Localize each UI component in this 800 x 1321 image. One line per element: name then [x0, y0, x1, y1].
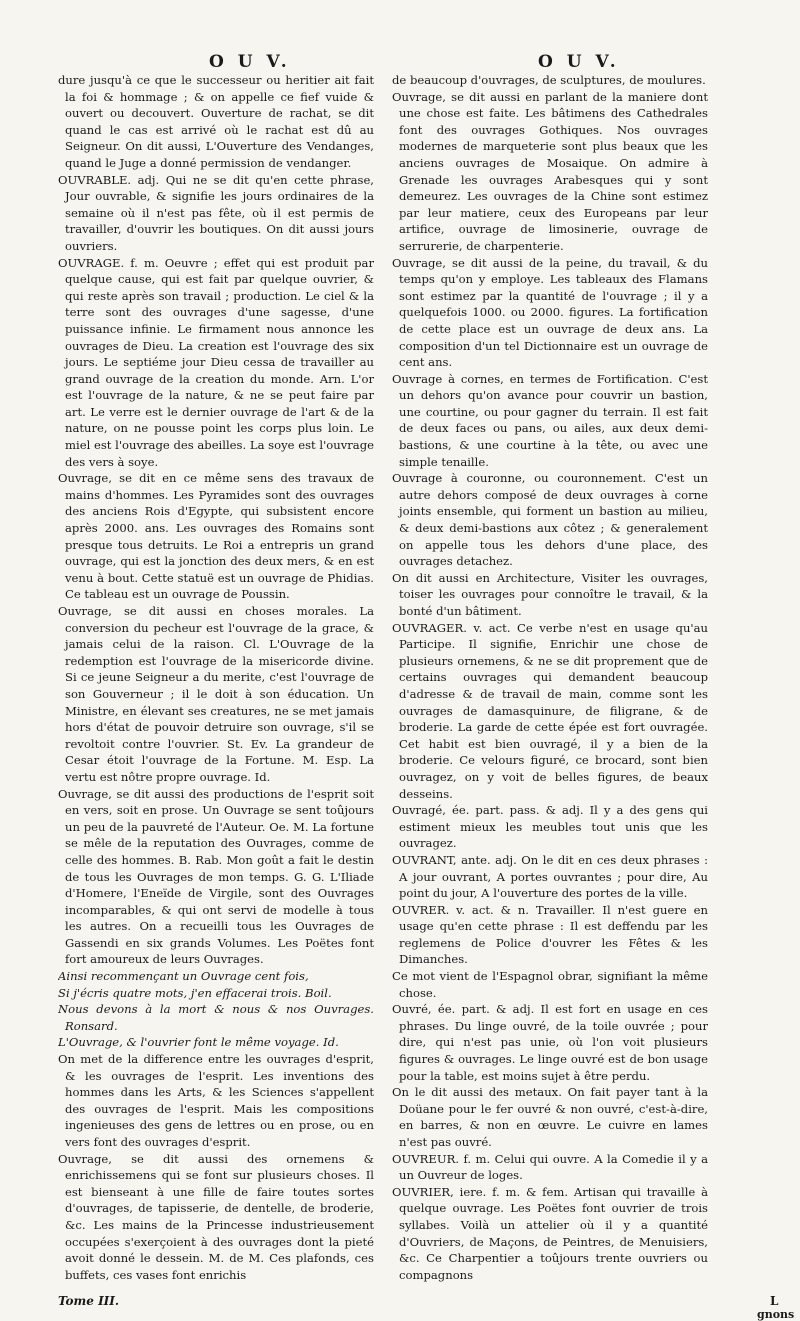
- entry-paragraph: On dit aussi en Architecture, Visiter les ouvrages, toiser les ouvrages pour connoître le travail, & la bonté d'un bâtiment.: [392, 570, 708, 618]
- entry-paragraph: OUVRAGER. v. act. Ce verbe n'est en usage qu'au Participe. Il signifie, Enrichir une chose de plusieurs ornemens, & ne se dit proprement que de certains ouvrages qui demandent beaucoup d'adresse & de travail de main, comme sont les ouvrages de damasquinure, de filigrane, & de broderie. La garde de cette épée est fort ouvragée. Cet habit est bien ouvragé, il y a bien de la broderie. Ce velours figuré, ce brocard, sont bien ouvragez, on y voit de belles figures, de beaux desseins.: [392, 620, 708, 801]
- entry-paragraph: de beaucoup d'ouvrages, de sculptures, de moulures.: [392, 73, 706, 87]
- running-head-right: O U V.: [538, 52, 620, 72]
- entry-paragraph: OUVRER. v. act. & n. Travailler. Il n'est guere en usage qu'en cette phrase : Il est deffendu par les reglemens de Police d'ouvrer les Fêtes & les Dimanches.: [392, 902, 708, 967]
- entry-paragraph: OUVRANT, ante. adj. On le dit en ces deux phrases : A jour ouvrant, A portes ouvrantes ; pour dire, Au point du jour, A l'ouverture des portes de la ville.: [392, 852, 708, 901]
- entry-paragraph: Ouvrage, se dit aussi des productions de l'esprit soit en vers, soit en prose. Un Ouvrage se sent toûjours un peu de la pauvreté de l'Auteur. Oe. M. La fortune se mêle de la reputation des Ouvrages, comme de celle des hommes. B. Rab. Mon goût a fait le destin de tous les Ouvrages de mon temps. G. G. L'Iliade d'Homere, l'Eneïde de Virgile, sont des Ouvrages incomparables, & qui ont servi de modelle à tous les autres. On a recueilli tous les Ouvrages de Gassendi en six grands Volumes. Les Poëtes font fort amoureux de leurs Ouvrages.: [58, 786, 374, 967]
- entry-paragraph: OUVRAGE. f. m. Oeuvre ; effet qui est produit par quelque cause, qui est fait par quelque ouvrier, & qui reste après son travail ; production. Le ciel & la terre sont des ouvrages d'une sagesse, d'une puissance infinie. Le firmament nous annonce les ouvrages de Dieu. La creation est l'ouvrage des six jours. Le septiéme jour Dieu cessa de travailler au grand ouvrage de la creation du monde. Arn. L'or est l'ouvrage de la nature, & ne se peut faire par art. Le verre est le dernier ouvrage de l'art & de la nature, on ne pousse point les corps plus loin. Le miel est l'ouvrage des abeilles. La soye est l'ouvrage des vers à soye.: [58, 255, 374, 469]
- entry-paragraph: Ouvragé, ée. part. pass. & adj. Il y a des gens qui estiment mieux les meubles tout unis que les ouvragez.: [392, 803, 708, 851]
- entry-paragraph: Ouvré, ée. part. & adj. Il est fort en usage en ces phrases. Du linge ouvré, de la toile ouvrée ; pour dire, qui n'est pas unie, où l'on voit plusieurs figures & ouvrages. Le linge ouvré est de bon usage pour la table, est moins sujet à être perdu.: [392, 1002, 708, 1083]
- entry-paragraph: Ouvrage, se dit aussi en parlant de la maniere dont une chose est faite. Les bâtimens des Cathedrales font des ouvrages Gothiques. Nos ouvrages modernes de marqueterie sont plus beaux que les anciens ouvrages de Mosaique. On admire à Grenade les ouvrages Arabesques qui y sont demeurez. Les ouvrages de la Chine sont estimez par leur matiere, ceux des Europeans par leur artifice, ouvrage de limosinerie, ouvrage de serrurerie, de charpenterie.: [392, 89, 708, 253]
- volume-signature: Tome III.: [58, 1294, 120, 1308]
- entry-paragraph: Ouvrage à cornes, en termes de Fortification. C'est un dehors qu'on avance pour couvrir un bastion, une courtine, ou pour gagner du terrain. Il est fait de deux faces ou pans, ou ailes, aux deux demi-bastions, & une courtine à la tête, ou avec une simple tenaille.: [392, 371, 708, 469]
- running-head-left: O U V.: [209, 52, 291, 72]
- right-column: [392, 72, 708, 1287]
- verse-line: Nous devons à la mort & nous & nos Ouvrages. Ronsard.: [58, 1002, 374, 1033]
- signature-mark: L: [770, 1294, 779, 1308]
- entry-paragraph: Ouvrage, se dit en ce même sens des travaux de mains d'hommes. Les Pyramides sont des ouvrages des anciens Rois d'Egypte, qui subsistent encore après 2000. ans. Les ouvrages des Romains sont presque tous detruits. Le Roi a entrepris un grand ouvrage, qui est la jonction des deux mers, & en est venu à bout. Cette statuë est un ouvrage de Phidias. Ce tableau est un ouvrage de Poussin.: [58, 471, 374, 602]
- entry-paragraph: Ouvrage, se dit aussi de la peine, du travail, & du temps qu'on y employe. Les tableaux des Flamans sont estimez par la quantité de l'ouvrage ; il y a quelquefois 1000. ou 2000. figures. La fortification de cette place est un ouvrage de deux ans. La composition d'un tel Dictionnaire est un ouvrage de cent ans.: [392, 255, 708, 370]
- entry-paragraph: On met de la difference entre les ouvrages d'esprit, & les ouvrages de l'esprit. Les inventions des hommes dans les Arts, & les Sciences s'appellent des ouvrages de l'esprit. Mais les compositions ingenieuses des gens de lettres ou en prose, ou en vers font des ouvrages d'esprit.: [58, 1052, 374, 1149]
- entry-paragraph: OUVRIER, iere. f. m. & fem. Artisan qui travaille à quelque ouvrage. Les Poëtes font ouvrier de trois syllabes. Voilà un attelier où il y a quantité d'Ouvriers, de Maçons, de Peintres, de Menuisiers, &c. Ce Charpentier a toûjours trente ouvriers ou compagnons: [392, 1184, 708, 1282]
- catchword: gnons: [757, 1308, 795, 1321]
- verse-line: L'Ouvrage, & l'ouvrier font le même voyage. Id.: [58, 1035, 339, 1050]
- left-column: [58, 72, 374, 1287]
- entry-paragraph: dure jusqu'à ce que le successeur ou heritier ait fait la foi & hommage ; & on appelle ce fief vuide & ouvert ou decouvert. Ouverture de rachat, se dit quand le cas est arrivé où le rachat est dû au Seigneur. On dit aussi, L'Ouverture des Vendanges, quand le Juge a donné permission de vendanger.: [58, 73, 374, 170]
- entry-paragraph: OUVRABLE. adj. Qui ne se dit qu'en cette phrase, Jour ouvrable, & signifie les jours ordinaires de la semaine où il n'est pas fête, où il est permis de travailler, d'ouvrir les boutiques. On dit aussi jours ouvriers.: [58, 172, 374, 253]
- entry-paragraph: Ouvrage, se dit aussi en choses morales. La conversion du pecheur est l'ouvrage de la grace, & jamais celui de la raison. Cl. L'Ouvrage de la redemption est l'ouvrage de la misericorde divine. Si ce jeune Seigneur a du merite, c'est l'ouvrage de son Gouverneur ; il le doit à son éducation. Un Ministre, en élevant ses creatures, ne se met jamais hors d'état de pouvoir detruire son ouvrage, s'il se revoltoit contre l'ouvrier. St. Ev. La grandeur de Cesar étoit l'ouvrage de la Fortune. M. Esp. La vertu est nôtre propre ouvrage. Id.: [58, 604, 374, 784]
- entry-paragraph: Ce mot vient de l'Espagnol obrar, signifiant la même chose.: [392, 969, 708, 1000]
- entry-paragraph: On le dit aussi des metaux. On fait payer tant à la Doüane pour le fer ouvré & non ouvré, c'est-à-dire, en barres, & non en œuvre. Le cuivre en lames n'est pas ouvré.: [392, 1085, 708, 1149]
- entry-paragraph: Ouvrage à couronne, ou couronnement. C'est un autre dehors composé de deux ouvrages à corne joints ensemble, qui forment un bastion au milieu, & deux demi-bastions aux côtez ; & generalement on appelle tous les dehors d'une place, des ouvrages detachez.: [392, 471, 708, 569]
- verse-line: Ainsi recommençant un Ouvrage cent fois,: [58, 969, 309, 984]
- entry-paragraph: OUVREUR. f. m. Celui qui ouvre. A la Comedie il y a un Ouvreur de loges.: [392, 1151, 708, 1183]
- verse-line: Si j'écris quatre mots, j'en effacerai trois. Boil.: [58, 985, 332, 1000]
- entry-paragraph: Ouvrage, se dit aussi des ornemens & enrichissemens qui se font sur plusieurs choses. Il est bienseant à une fille de faire toutes sortes d'ouvrages, de tapisserie, de dentelle, de broderie, &c. Les mains de la Princesse industrieusement occupées s'exerçoient à des ouvrages dont la pieté avoit donné le dessein. M. de M. Ces plafonds, ces buffets, ces vases font enrichis: [58, 1151, 374, 1282]
